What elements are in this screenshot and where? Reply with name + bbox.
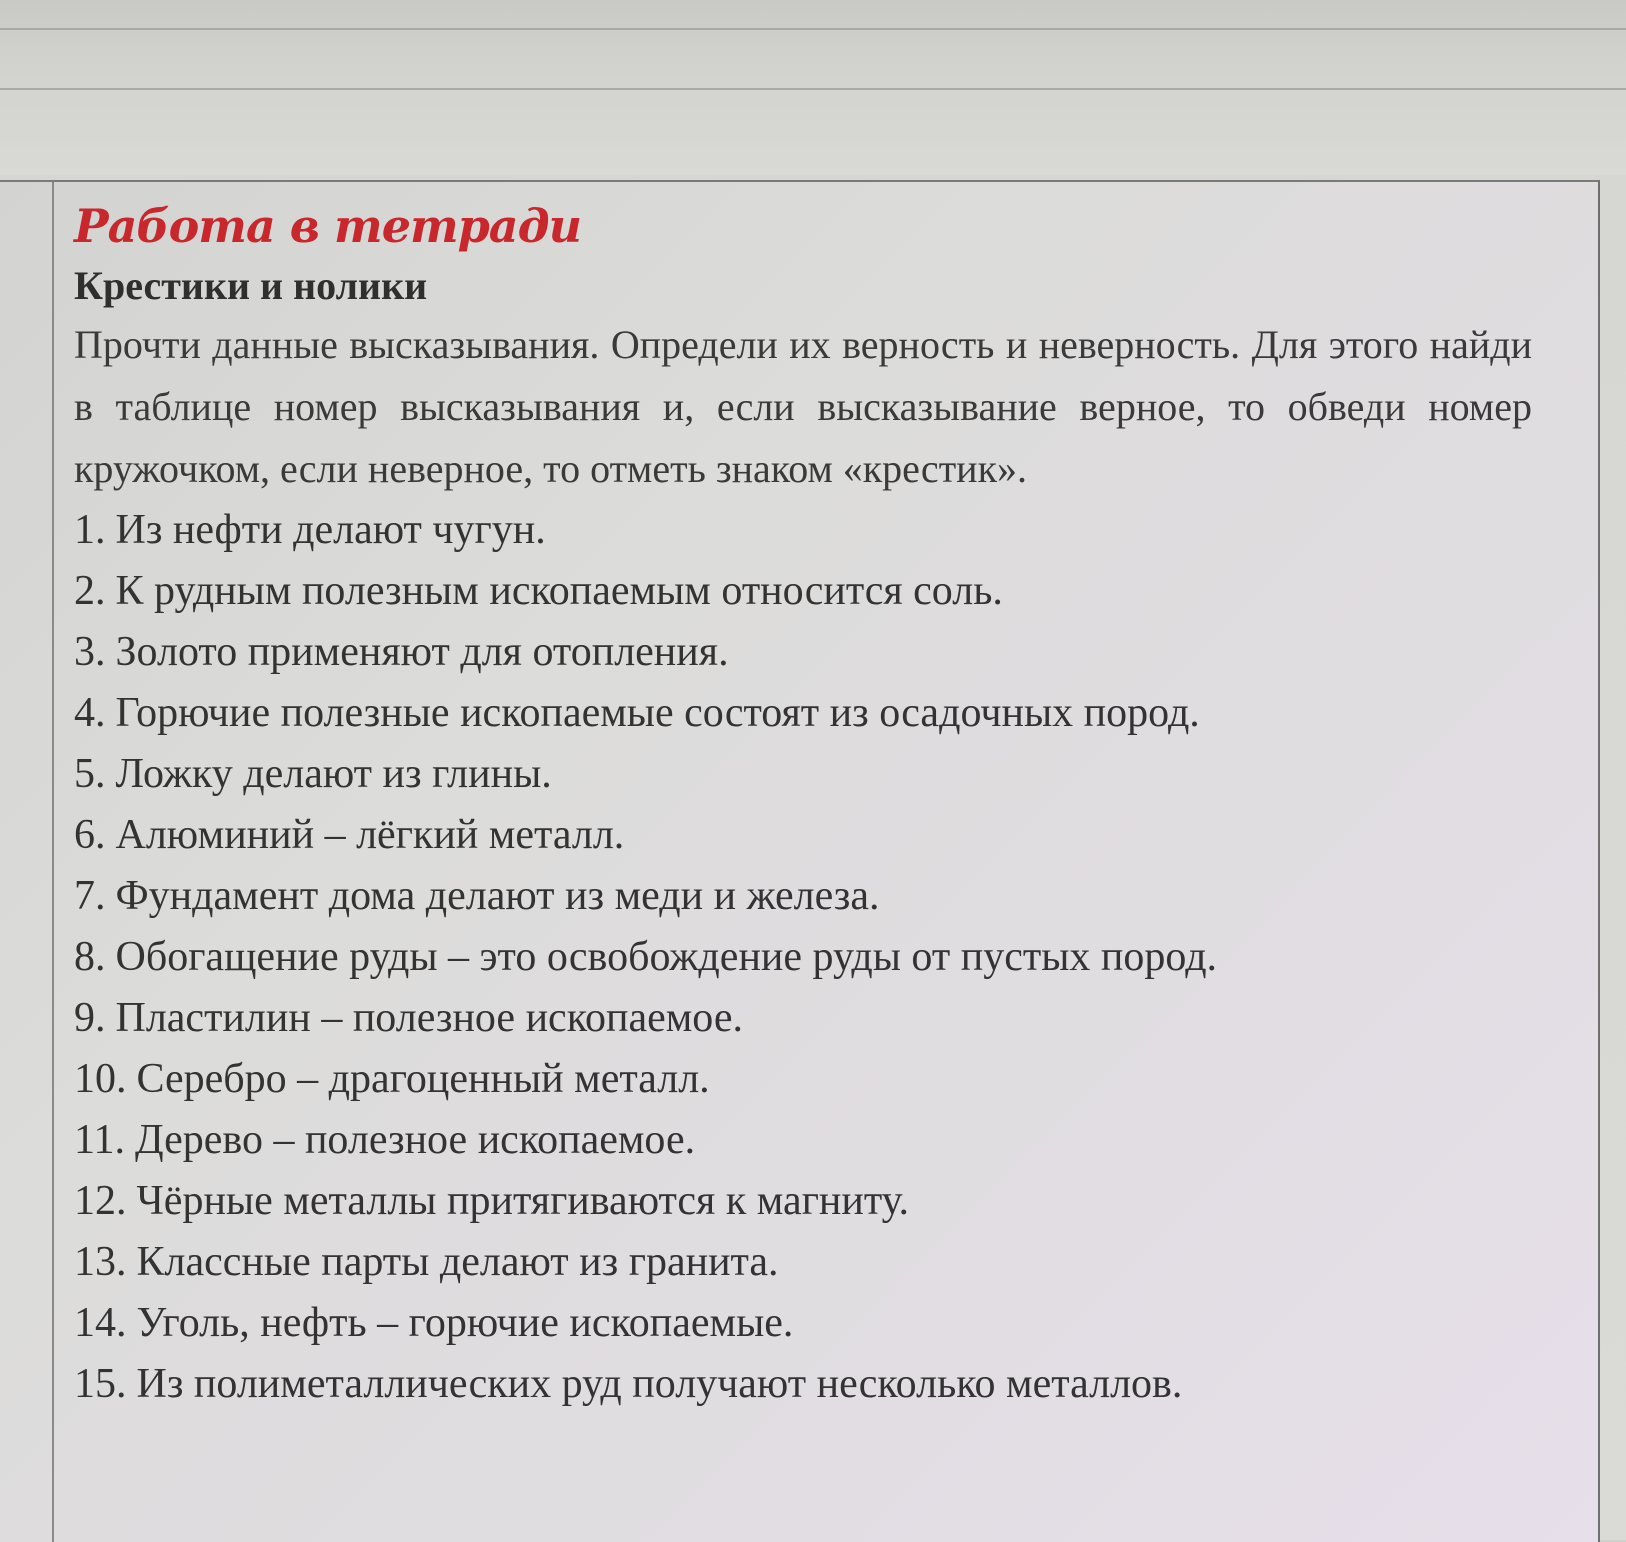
statement-item (74, 805, 1574, 866)
statement-text: Дерево – полезное ископаемое. (134, 1117, 696, 1163)
statement-item (74, 1293, 1574, 1354)
statement-number: 10. (74, 1056, 127, 1102)
statement-text: Пластилин – полезное ископаемое. (115, 995, 743, 1041)
worksheet-frame (52, 182, 1596, 1542)
statement-text: Золото применяют для отопления. (115, 629, 729, 675)
statement-number: 14. (74, 1300, 127, 1346)
statement-text: К рудным полезным ископаемым относится соль. (115, 568, 1003, 614)
statement-number: 9. (74, 995, 106, 1041)
statement-item (74, 500, 1574, 561)
statement-text: Обогащение руды – это освобождение руды от пустых пород. (115, 934, 1218, 980)
statement-number: 4. (74, 690, 106, 736)
statement-number: 13. (74, 1239, 127, 1285)
instruction-text: Прочти данные высказывания. Определи их верность и неверность. Для этого найди в таблице номер высказывания и, если высказывание верное, то обведи номер кружочком, если неверное, то отметь знаком «крестик». (74, 322, 1532, 491)
statement-item (74, 988, 1574, 1049)
exercise-title: Крестики и нолики (74, 263, 428, 308)
statement-item (74, 927, 1574, 988)
statement-number: 2. (74, 568, 106, 614)
statement-item (74, 1171, 1574, 1232)
top-divider-line (0, 28, 1626, 30)
top-divider-line (0, 88, 1626, 90)
statement-list (74, 500, 1574, 1415)
top-background (0, 0, 1626, 175)
worksheet-content (74, 194, 1574, 1415)
statement-text: Из нефти делают чугун. (115, 507, 546, 553)
statement-text: Фундамент дома делают из меди и железа. (115, 873, 880, 919)
statement-text: Горючие полезные ископаемые состоят из осадочных пород. (115, 690, 1200, 736)
statement-number: 3. (74, 629, 106, 675)
statement-number: 1. (74, 507, 106, 553)
statement-item (74, 1232, 1574, 1293)
statement-text: Классные парты делают из гранита. (136, 1239, 779, 1285)
statement-text: Чёрные металлы притягиваются к магниту. (136, 1178, 909, 1224)
statement-item (74, 1110, 1574, 1171)
statement-text: Уголь, нефть – горючие ископаемые. (136, 1300, 794, 1346)
statement-text: Алюминий – лёгкий металл. (115, 812, 625, 858)
worksheet-page (0, 180, 1600, 1542)
statement-text: Из полиметаллических руд получают несколько металлов. (136, 1361, 1183, 1407)
statement-item (74, 622, 1574, 683)
statement-text: Серебро – драгоценный металл. (136, 1056, 710, 1102)
statement-number: 12. (74, 1178, 127, 1224)
section-heading: Работа в тетради (74, 199, 582, 253)
statement-item (74, 1354, 1574, 1415)
statement-item (74, 866, 1574, 927)
statement-item (74, 561, 1574, 622)
statement-text: Ложку делают из глины. (115, 751, 552, 797)
statement-number: 7. (74, 873, 106, 919)
statement-number: 8. (74, 934, 106, 980)
statement-number: 6. (74, 812, 106, 858)
statement-number: 5. (74, 751, 106, 797)
statement-item (74, 683, 1574, 744)
statement-number: 11. (74, 1117, 125, 1163)
statement-item (74, 744, 1574, 805)
statement-item (74, 1049, 1574, 1110)
statement-number: 15. (74, 1361, 127, 1407)
